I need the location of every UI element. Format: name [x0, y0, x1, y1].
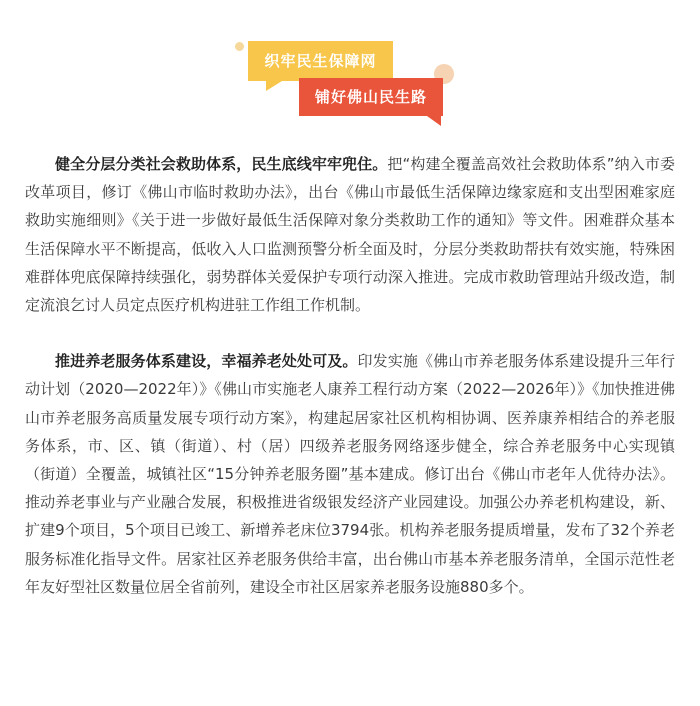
header-badge-top: 织牢民生保障网 — [248, 41, 393, 81]
decorative-dot-small — [235, 42, 244, 51]
paragraph-elderly-care — [25, 347, 675, 601]
header-badge-top-tail — [266, 81, 282, 91]
paragraph-lead: 健全分层分类社会救助体系，民生底线牢牢兜住。 — [55, 155, 388, 173]
header-badge-bottom-tail — [427, 116, 441, 126]
section-header — [0, 0, 700, 130]
paragraph-lead: 推进养老服务体系建设，幸福养老处处可及。 — [55, 352, 358, 371]
header-badge-bottom: 铺好佛山民生路 — [299, 78, 443, 116]
paragraph-social-assistance — [25, 150, 675, 319]
article-body — [25, 150, 675, 601]
paragraph-text: 把“构建全覆盖高效社会救助体系”纳入市委改革项目，修订《佛山市临时救助办法》，出台《佛山市最低生活保障边缘家庭和支出型困难家庭救助实施细则》《关于进一步做好最低生活保障对象分类救助工作的通知》等文件。困难群众基本生活保障水平不断提高，低收入人口监测预警分析全面及时，分层分类救助帮扶有效实施，特殊困难群体兜底保障持续强化，弱势群体关爱保护专项行动深入推进。完成市救助管理站升级改造，制定流浪乞讨人员定点医疗机构进驻工作组工作机制。 — [25, 155, 675, 315]
paragraph-text: 印发实施《佛山市养老服务体系建设提升三年行动计划（2020—2022年）》《佛山市实施老人康养工程行动方案（2022—2026年）》《加快推进佛山市养老服务高质量发展专项行动方案》，构建起居家社区机构相协调、医养康养相结合的养老服务体系，市、区、镇（街道）、村（居）四级养老服务网络逐步健全，综合养老服务中心实现镇（街道）全覆盖，城镇社区“15分钟养老服务圈”基本建成。修订出台《佛山市老年人优待办法》。推动养老事业与产业融合发展，积极推进省级银发经济产业园建设。加强公办养老机构建设，新、扩建9个项目，5个项目已竣工、新增养老床位3794张。机构养老服务提质增量，发布了32个养老服务标准化指导文件。居家社区养老服务供给丰富，出台佛山市基本养老服务清单，全国示范性老年友好型社区数量位居全省前列，建设全市社区居家养老服务设施880多个。 — [25, 352, 675, 596]
